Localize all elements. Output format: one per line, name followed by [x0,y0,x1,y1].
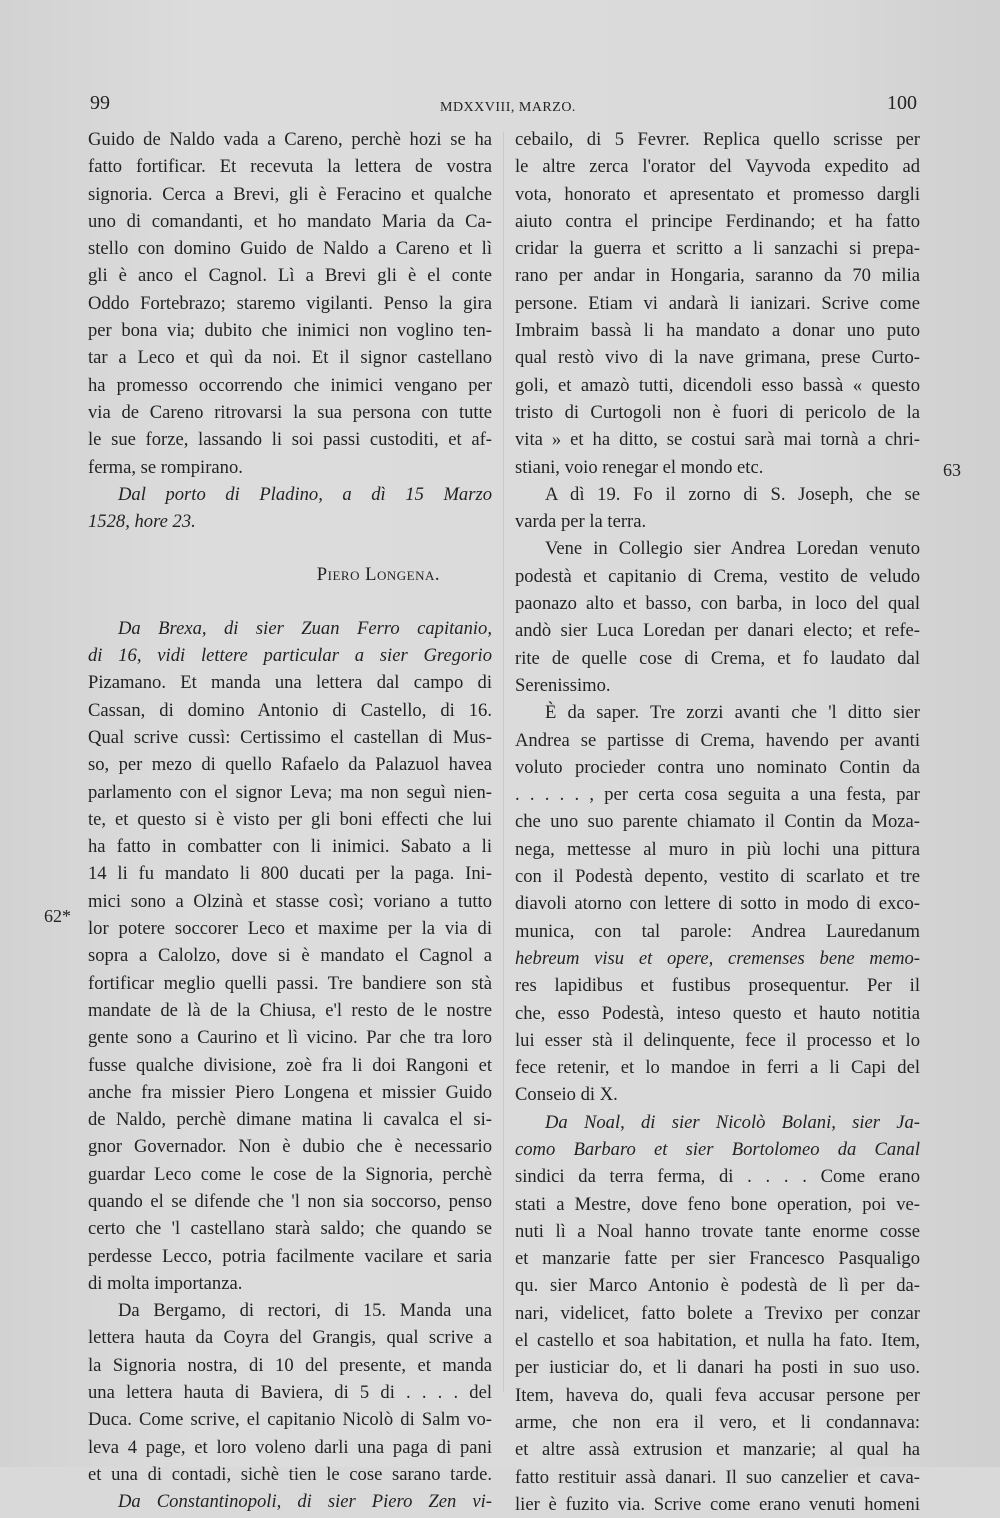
text-line: Piero Longena. [316,564,440,586]
text-line: rite de quelle cose di Crema, et fo laudato dal [515,647,920,669]
text-line: stati a Mestre, dove feno bone operation, poi ve- [515,1193,920,1215]
text-line: nega, mettesse al muro in più lochi una pittura [515,838,920,860]
text-line: rano per andar in Hongaria, saranno da 70 milia [515,265,920,287]
text-line: È da saper. Tre zorzi avanti che 'l ditto sier [545,702,920,724]
text-line: nuti lì a Noal hanno trovate tante enorme cosse [515,1220,920,1242]
text-line: mandate de là de la Chiusa, e'l resto de le nostre [88,999,492,1021]
text-line: una lettera hauta di Baviera, di 5 di . . . . del [88,1382,492,1404]
text-line: lier è fuzito via. Scrive come erano venuti homeni [515,1493,920,1515]
text-line: cridar la guerra et scritto a li sanzachi si prepa- [515,238,920,260]
text-line: le sue forze, lassando li soi passi custoditi, et af- [88,429,492,451]
text-line: vota, honorato et apresentato et promesso dargli [515,183,920,205]
text-line: tristo di Curtogoli non è fuori di pericolo de la [515,401,920,423]
text-line: Da Noal, di sier Nicolò Bolani, sier Ja- [545,1111,920,1133]
text-line: quando el se difende che 'l non sia soccorso, penso [88,1190,492,1212]
text-line: con il Podestà depento, vestito di scarlato et tre [515,866,920,888]
text-line: sopra a Calolzo, dove si è mandato el Cagnol a [88,945,492,967]
text-line: tar a Leco et quì da noi. Et il signor castellano [88,347,492,369]
text-line: Duca. Come scrive, el capitanio Nicolò di Salm vo- [88,1409,492,1431]
page-number-left: 99 [90,92,110,114]
text-line: Oddo Fortebrazo; staremo vigilanti. Penso la gira [88,292,492,314]
text-line: el castello et soa habitation, et nulla ha fato. Item, [515,1330,920,1352]
text-line: gente sono a Caurino et lì vicino. Par che tra loro [88,1027,492,1049]
text-line: 14 li fu mandato li 800 ducati per la paga. Ini- [88,863,492,885]
text-line: vita » et ha ditto, se costui sarà mai tornà a chri- [515,429,920,451]
text-line: diavoli atorno con lettere di sotto in modo di exco- [515,893,920,915]
text-line: Da Bergamo, di rectori, di 15. Manda una [118,1300,492,1322]
text-line: te, et questo si è visto per gli boni effecti che lui [88,808,492,830]
text-line: Conseio di X. [515,1084,618,1106]
text-line: per iusticiar do, et li danari ha posti in suo uso. [515,1357,920,1379]
text-line: et una di contadi, sichè tien le cose sarano tarde. [88,1463,492,1485]
text-line: aiuto contra el principe Ferdinando; et ha fatto [515,210,920,232]
text-line: goli, et amazò tutti, dicendoli esso bassà « questo [515,374,920,396]
text-line: Pizamano. Et manda una lettera dal campo di [88,672,492,694]
running-title: MDXXVIII, MARZO. [440,100,576,115]
text-line: fusse qualche divisione, zoè fra li doi Rangoni et [88,1054,492,1076]
text-line: che, esso Podestà, inteso questo et hauto notitia [515,1002,920,1024]
text-line: via de Careno ritrovarsi la sua persona con tutte [88,401,492,423]
text-line: cebailo, di 5 Fevrer. Replica quello scrisse per [515,129,920,150]
margin-note-left: 62* [44,906,71,926]
text-line: so, per mezo di quello Rafaelo da Palazuol havea [88,754,492,776]
text-line: como Barbaro et sier Bortolomeo da Canal [515,1138,920,1160]
text-line: andò sier Luca Loredan per danari electo; et refe- [515,620,920,642]
text-line: lui esser stà il delinquente, fece il processo et lo [515,1029,920,1051]
text-line: munica, con tal parole: Andrea Lauredanum [515,920,920,942]
text-line: Qual scrive cussì: Certissimo el castellan di Mus- [88,726,492,748]
text-line: nari, videlicet, fatto bolete a Trevixo per conzar [515,1302,920,1324]
text-line: . . . . . , per certa cosa seguita a una festa, par [515,784,920,806]
margin-note-right: 63 [943,460,961,480]
text-line: la Signoria nostra, di 10 del presente, et manda [88,1354,492,1376]
text-line: Serenissimo. [515,674,611,696]
text-line: le altre zerca l'orator del Vayvoda expedito ad [515,156,920,178]
text-line: arme, che non era il vero, et li condannava: [515,1411,920,1433]
text-line: qu. sier Marco Antonio è podestà de lì per da- [515,1275,920,1297]
text-line: fatto fortificar. Et recevuta la lettera de vostra [88,156,492,178]
text-line: et manzarie fatte per sier Francesco Pasqualigo [515,1248,920,1270]
text-line: hebreum visu et opere, cremenses bene memo- [515,947,920,969]
text-line: fece retenir, et lo mandoe in ferri a li Capi del [515,1057,920,1079]
text-line: mici sono a Olzinà et stasse così; voriano a tutto [88,890,492,912]
text-line: A dì 19. Fo il zorno di S. Joseph, che se [545,483,920,505]
text-line: paonazo alto et basso, con barba, in loco del qual [515,593,920,615]
left-column [88,126,492,1516]
text-line: fortificar meglio quelli passi. Tre bandiere son stà [88,972,492,994]
text-line: che uno suo parente chiamato il Contin da Moza- [515,811,920,833]
text-line: per bona via; dubito che inimici non voglino ten- [88,320,492,342]
text-line: leva 4 page, et loro voleno darli una paga di pani [88,1436,492,1458]
text-line: parlamento con el signor Leva; ma non seguì nien- [88,781,492,803]
text-line: ha promesso occorrendo che inimici vengano per [88,374,492,396]
text-line: qual restò vivo di la nave grimana, prese Curto- [515,347,920,369]
text-line: Imbraim bassà li ha mandato a donar uno puto [515,320,920,342]
text-line: stello con domino Guido de Naldo a Careno et lì [88,238,492,260]
text-line: anche fra missier Piero Longena et missier Guido [88,1081,492,1103]
text-line: ferma, se rompirano. [88,456,243,478]
text-line: varda per la terra. [515,511,647,533]
text-line: Da Brexa, di sier Zuan Ferro capitanio, [118,617,492,639]
text-line: Item, haveva do, quali feva accusar persone per [515,1384,920,1406]
text-line: res lapidibus et fustibus prosequentur. Per il [515,975,920,997]
text-line: de Naldo, perchè dimane matina li cavalca el si- [88,1109,492,1131]
right-column [515,126,920,1518]
text-line: guardar Leco come le cose de la Signoria, perchè [88,1163,492,1185]
text-line: di 16, vidi lettere particular a sier Gregorio [88,645,492,667]
text-line: gnor Governador. Non è dubio che è necessario [88,1136,492,1158]
text-line: et altre assà extrusion et manzarie; al qual ha [515,1439,920,1461]
text-line: voluto procieder contra uno nominato Contin da [515,756,920,778]
column-divider [503,132,504,1392]
text-line: uno di comandanti, et ho mandato Maria da Ca- [88,210,492,232]
text-line: gli è anco el Cagnol. Lì a Brevi gli è el conte [88,265,492,287]
text-line: Cassan, di domino Antonio di Castello, di 16. [88,699,492,721]
text-line: sindici da terra ferma, di . . . . Come erano [515,1166,920,1188]
text-line: ha fatto in combatter con li inimici. Sabato a li [88,836,492,858]
text-line: Da Constantinopoli, di sier Piero Zen vi- [118,1491,492,1513]
page-number-right: 100 [887,92,917,114]
text-line: Dal porto di Pladino, a dì 15 Marzo [118,483,492,505]
text-line: persone. Etiam vi andarà li ianizari. Scrive come [515,292,920,314]
text-line: lettera hauta da Coyra del Grangis, qual scrive a [88,1327,492,1349]
text-line: stiani, voio renegar el mondo etc. [515,456,764,478]
text-line: Guido de Naldo vada a Careno, perchè hozi se ha [88,129,492,150]
text-line: podestà et capitanio di Crema, vestito de veludo [515,565,920,587]
text-line: Vene in Collegio sier Andrea Loredan venuto [545,538,920,560]
text-line: lor potere soccorer Leco et maxime per la via di [88,918,492,940]
text-line: fatto restituir assà danari. Il suo canzelier et cava- [515,1466,920,1488]
text-line: certo che 'l castellano starà saldo; che quando se [88,1218,492,1240]
text-line: 1528, hore 23. [88,511,196,533]
text-line: Andrea se partisse di Crema, havendo per avanti [515,729,920,751]
text-line: di molta importanza. [88,1272,243,1294]
text-line: perdesse Lecco, potria facilmente vacilare et saria [88,1245,492,1267]
text-line: signoria. Cerca a Brevi, gli è Feracino et qualche [88,183,492,205]
